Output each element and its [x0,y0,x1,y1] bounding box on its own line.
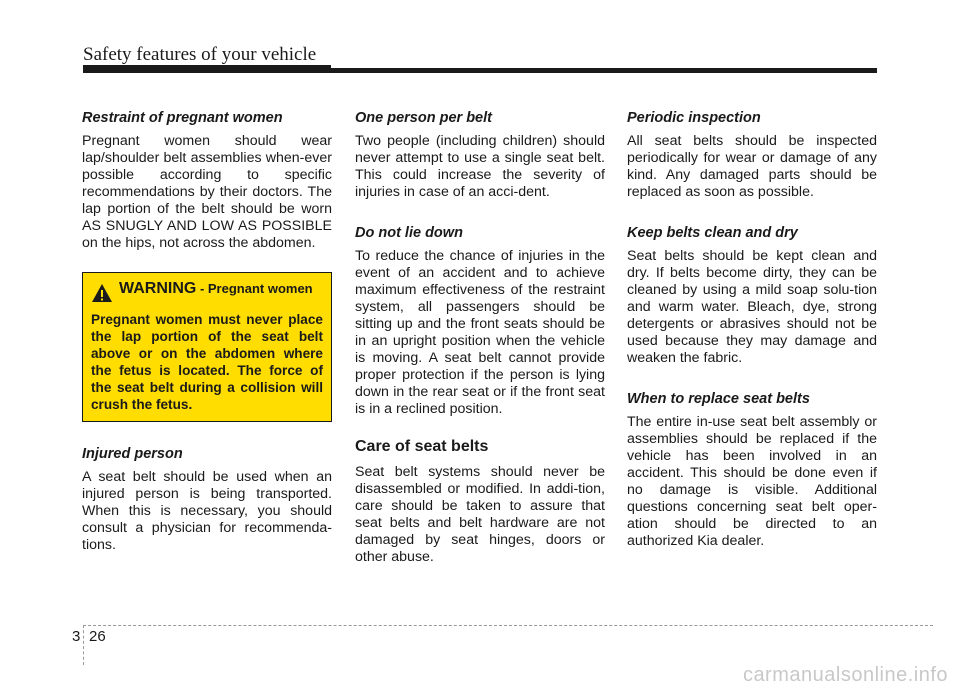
text-do-not-lie-down: To reduce the chance of injuries in the event of an accident and to achieve maximum effectiveness of the restraint system, all passengers should be sitting up and the front seats should be in an upright position when the vehicle is moving. A seat belt cannot provide proper protection if the person is lying down in the rear seat or if the front seat is in a reclined position. [355,248,605,417]
heading-do-not-lie-down: Do not lie down [355,225,463,241]
heading-restraint-pregnant: Restraint of pregnant women [82,110,283,126]
heading-one-person-per-belt: One person per belt [355,110,492,126]
footer-divider [83,625,84,665]
watermark: carmanualsonline.info [742,664,948,686]
text-periodic-inspection: All seat belts should be inspected periodically for wear or damage of any kind. Any damaged parts should be replaced as soon as possible. [627,133,877,200]
heading-care-of-seat-belts: Care of seat belts [355,438,489,455]
heading-periodic-inspection: Periodic inspection [627,110,761,126]
warning-dash: - [196,281,208,296]
warning-text: Pregnant women must never place the lap portion of the seat belt above or on the abdomen where the fetus is located. The force of the seat belt during a collision will crush the fetus. [91,312,323,412]
warning-title [119,281,313,297]
warning-triangle-icon [91,283,113,303]
heading-keep-belts-clean: Keep belts clean and dry [627,225,798,241]
footer-rule [83,625,933,626]
text-restraint-pregnant: Pregnant women should wear lap/shoulder belt assemblies when-ever possible according to specific recommendations by their doctors. The lap portion of the belt should be worn AS SNUGLY AND LOW AS POSSIBLE on the hips, not across the abdomen. [82,133,332,251]
warning-box [82,272,332,422]
page-number: 26 [89,628,106,645]
column-left [82,110,332,554]
heading-when-to-replace: When to replace seat belts [627,391,810,407]
heading-injured-person: Injured person [82,446,183,462]
spacer [627,201,877,225]
text-injured-person: A seat belt should be used when an injured person is being transported. When this is necessary, you should consult a physician for recommenda-tions. [82,469,332,553]
warning-header [91,281,323,303]
spacer [82,422,332,446]
header-rule [83,68,877,73]
spacer [627,367,877,391]
column-right [627,110,877,550]
text-one-person-per-belt: Two people (including children) should never attempt to use a single seat belt. This could increase the severity of injuries in case of an acci-dent. [355,133,605,200]
page-header-title: Safety features of your vehicle [83,44,317,65]
column-middle [355,110,605,566]
spacer [355,201,605,225]
warning-word: WARNING [119,280,197,297]
spacer [355,418,605,438]
warning-topic: Pregnant women [207,281,313,296]
chapter-number: 3 [72,628,81,645]
text-when-to-replace: The entire in-use seat belt assembly or assemblies should be replaced if the vehicle has been involved in an accident. This should be done even if no damage is visible. Additional questions concerning seat belt oper-ation should be directed to an authorized Kia dealer. [627,414,877,549]
text-care-of-seat-belts: Seat belt systems should never be disassembled or modified. In addi-tion, care should be taken to assure that seat belts and belt hardware are not damaged by seat hinges, doors or other abuse. [355,464,605,565]
text-keep-belts-clean: Seat belts should be kept clean and dry. If belts become dirty, they can be cleaned by using a mild soap solu-tion and warm water. Bleach, dye, strong detergents or abrasives should not be used because they may damage and weaken the fabric. [627,248,877,366]
